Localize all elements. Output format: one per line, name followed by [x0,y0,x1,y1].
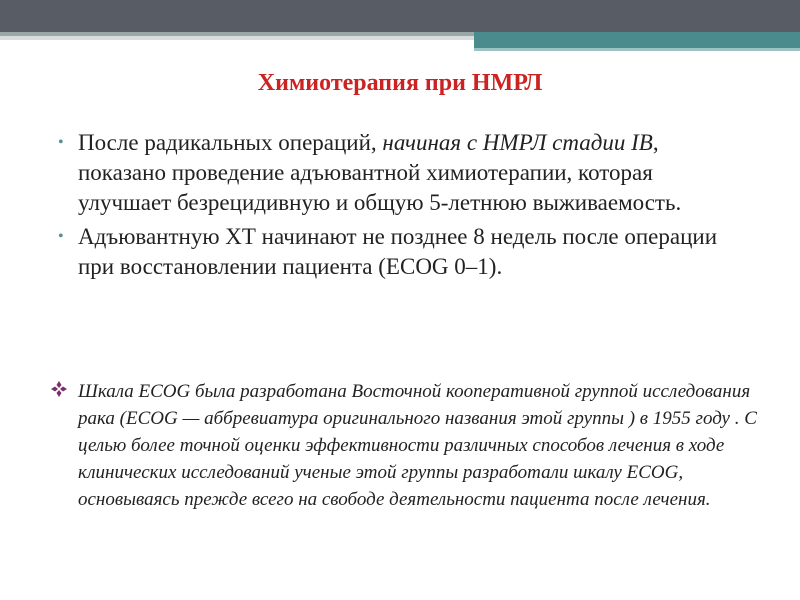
ecog-note [50,378,760,513]
bullet-text: начиная с НМРЛ стадии IB [382,130,653,155]
bullet-dot-icon: • [58,134,64,151]
bullet-text: После радикальных операций, [78,130,383,155]
bullet-text: , показано проведение адъювантной химиотерапии, которая улучшает безрецидивную и общую 5-летнюю выживаемость. [78,130,682,215]
slide-title: Химиотерапия при НМРЛ [257,70,543,96]
bullet-item [50,128,750,218]
header-accent-bar [474,32,800,48]
ecog-note-text: Шкала ECOG была разработана Восточной кооперативной группой исследования рака (ECOG — аббревиатура оригинального названия этой группы ) в 1955 году . С целью более точной оценки эффективности различных способов лечения в ходе клинических исследований ученые этой группы разработали шкалу ECOG, основываясь прежде всего на свободе деятельности пациента после лечения. [78,381,757,510]
header-accent-line [474,48,800,51]
bullet-text: Адъювантную ХТ начинают не позднее 8 недель после операции при восстановлении пациента (ECOG 0–1). [78,224,718,279]
four-diamond-icon [50,380,68,398]
bullet-dot-icon: • [58,228,64,245]
bullet-item [50,222,750,282]
header-band [0,0,800,32]
bullet-list [50,128,750,286]
